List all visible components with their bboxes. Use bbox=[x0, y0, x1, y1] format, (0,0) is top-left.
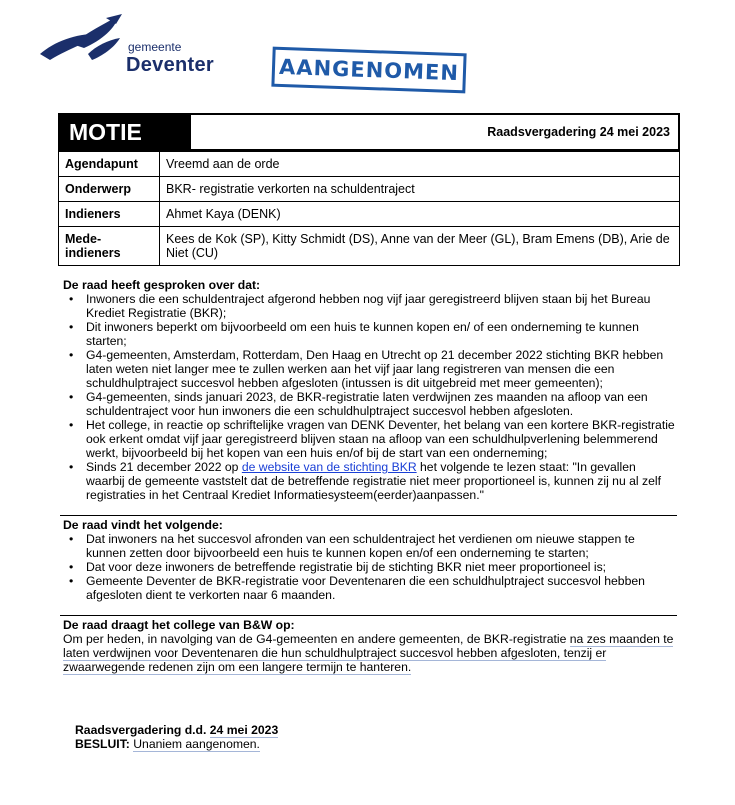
aangenomen-stamp: AANGENOMEN bbox=[271, 47, 466, 94]
meeting-date-value: 24 mei 2023 bbox=[209, 723, 279, 737]
motie-body bbox=[63, 278, 677, 674]
list-item: • Inwoners die een schuldentraject afgerond hebben nog vijf jaar geregistreerd blijven staan bij het Bureau Krediet Registratie (BKR); bbox=[63, 292, 677, 320]
row-value: Vreemd aan de orde bbox=[160, 152, 680, 177]
section-heading: De raad draagt het college van B&W op: bbox=[63, 618, 295, 632]
decision-value: Unaniem aangenomen. bbox=[133, 737, 260, 751]
meeting-date: Raadsvergadering 24 mei 2023 bbox=[487, 125, 670, 139]
table-row bbox=[59, 202, 680, 227]
assignment-text bbox=[63, 632, 677, 674]
list-item bbox=[63, 460, 677, 502]
list-item: • Dit inwoners beperkt om bijvoorbeeld om een huis te kunnen kopen en/ of een onderneming te kunnen starten; bbox=[63, 320, 677, 348]
gemeente-deventer-logo bbox=[36, 14, 216, 78]
logo-prefix: gemeente bbox=[128, 40, 182, 54]
list-item: • G4-gemeenten, sinds januari 2023, de BKR-registratie laten verdwijnen zes maanden na afloop van een schuldentraject voor hun inwoners die een schuldhulptraject succesvol hebben afgesloten. bbox=[63, 390, 677, 418]
list-item: • Dat voor deze inwoners de betreffende registratie bij de stichting BKR niet meer proportioneel is; bbox=[63, 560, 677, 574]
motie-info-table bbox=[58, 151, 680, 266]
assignment-text-b: na zes maanden te laten verdwijnen voor Deventenaren die hun schuldhulptraject succesvol hebben afgesloten, tenzij er zwaarwegende redenen zijn om een langere termijn te hanteren. bbox=[63, 632, 674, 674]
logo-emblem-icon bbox=[36, 14, 132, 66]
table-row bbox=[59, 152, 680, 177]
decision-footer bbox=[75, 723, 278, 751]
list-item: • G4-gemeenten, Amsterdam, Rotterdam, Den Haag en Utrecht op 21 december 2022 stichting BKR hebben laten weten niet langer mee te zullen werken aan het vijf jaar lang registreren van mensen die een schuldhulptraject succesvol hebben afgesloten (intussen is dit uitgebreid met meer gemeenten); bbox=[63, 348, 677, 390]
decision-label: BESLUIT: bbox=[75, 737, 130, 751]
row-value: Ahmet Kaya (DENK) bbox=[160, 202, 680, 227]
row-key: Mede-indieners bbox=[59, 227, 160, 266]
list-item: • Het college, in reactie op schriftelijke vragen van DENK Deventer, het belang van een kortere BKR-registratie ook erkent omdat vijf jaar geregistreerd blijven staan na afloop van een schuldhulpverlening belemmerend werkt, bijvoorbeeld bij het kopen van een huis en/of bij de start van een onderneming; bbox=[63, 418, 677, 460]
item-text: het volgende te lezen staat: bbox=[416, 460, 573, 474]
section-heading: De raad vindt het volgende: bbox=[63, 518, 223, 532]
row-key: Agendapunt bbox=[59, 152, 160, 177]
row-value: BKR- registratie verkorten na schuldentraject bbox=[160, 177, 680, 202]
list-item: • Gemeente Deventer de BKR-registratie voor Deventenaren die een schuldhulptraject succesvol hebben afgesloten dient te verkorten naar 6 maanden. bbox=[63, 574, 677, 602]
motie-header bbox=[58, 113, 680, 151]
section-heading: De raad heeft gesproken over dat: bbox=[63, 278, 261, 292]
item-text: Sinds 21 december 2022 op bbox=[86, 460, 242, 474]
opinions-list bbox=[63, 532, 677, 602]
divider bbox=[60, 615, 677, 616]
row-key: Onderwerp bbox=[59, 177, 160, 202]
considerations-list bbox=[63, 292, 677, 502]
logo-name: Deventer bbox=[126, 54, 214, 76]
motie-title: MOTIE bbox=[60, 115, 191, 149]
row-key: Indieners bbox=[59, 202, 160, 227]
meeting-label: Raadsvergadering d.d. bbox=[75, 723, 210, 737]
divider bbox=[60, 515, 677, 516]
list-item: • Dat inwoners na het succesvol afronden van een schuldentraject het verdienen om nieuwe stappen te kunnen zetten door bijvoorbeeld een huis te kunnen kopen en/of een onderneming te starten; bbox=[63, 532, 677, 560]
row-value: Kees de Kok (SP), Kitty Schmidt (DS), Anne van der Meer (GL), Bram Emens (DB), Arie de Niet (CU) bbox=[160, 227, 680, 266]
table-row bbox=[59, 177, 680, 202]
table-row bbox=[59, 227, 680, 266]
assignment-text-a: Om per heden, in navolging van de G4-gemeenten en andere gemeenten, de BKR-registratie bbox=[63, 632, 570, 646]
bkr-quote: "In gevallen waarbij de gemeente vaststelt dat de betreffende registratie niet meer proportioneel is, kunnen zij nu al zelf registraties in het Centraal Krediet Informatiesysteem(eerder)aanpassen." bbox=[86, 460, 661, 502]
bkr-website-link[interactable]: de website van de stichting BKR bbox=[241, 460, 417, 474]
